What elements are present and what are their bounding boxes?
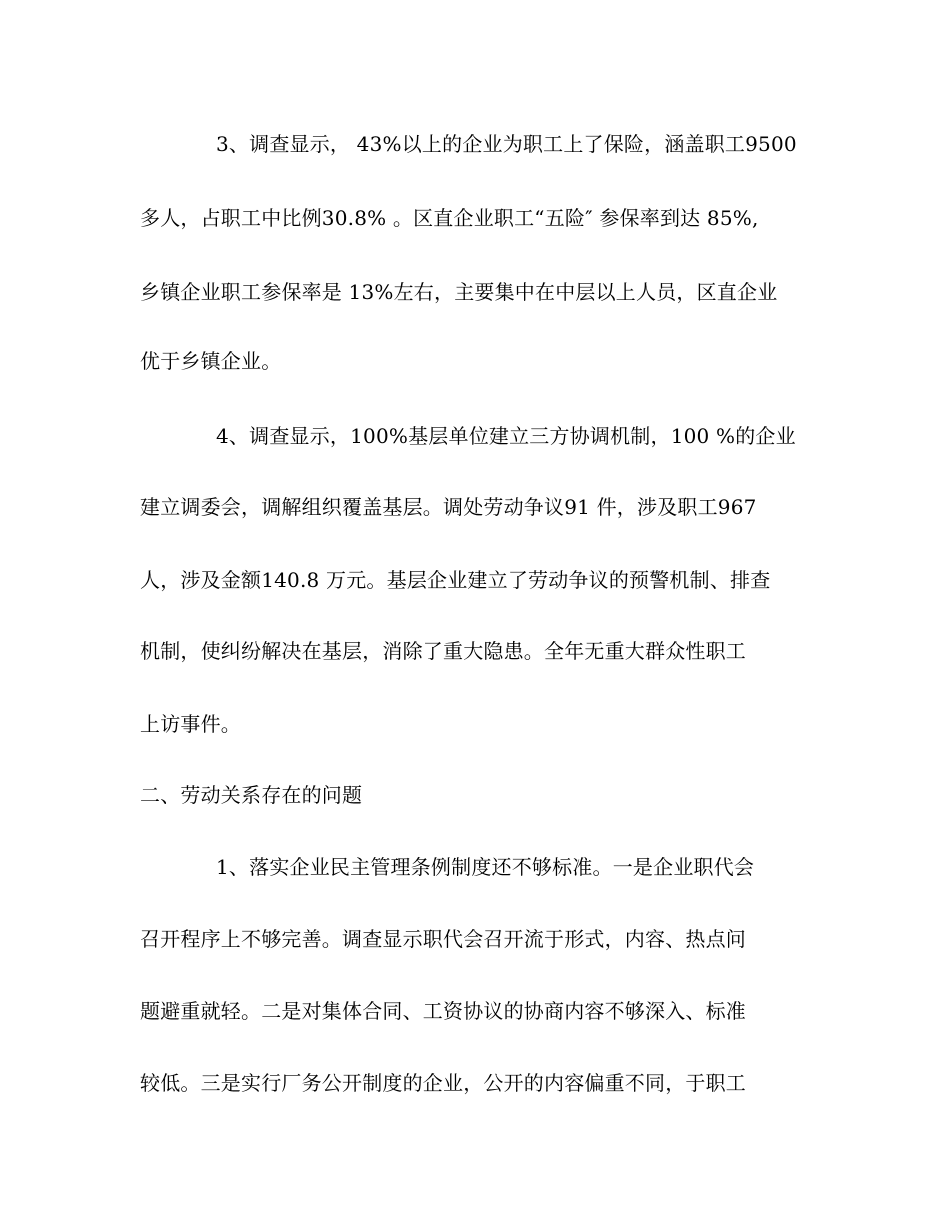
paragraph-problem-1-line-3: 题避重就轻。二是对集体合同、工资协议的协商内容不够深入、标准: [140, 999, 746, 1023]
paragraph-4-line-1: 4、调查显示，100%基层单位建立三方协调机制，100 %的企业: [216, 424, 796, 448]
paragraph-problem-1-line-1: 1、落实企业民主管理条例制度还不够标准。一是企业职代会: [216, 855, 755, 879]
paragraph-4-line-4: 机制，使纠纷解决在基层，消除了重大隐患。全年无重大群众性职工: [140, 639, 746, 663]
paragraph-3-line-2: 多人，占职工中比例30.8% 。区直企业职工“五险″ 参保率到达 85%,: [140, 206, 759, 230]
paragraph-problem-1-line-2: 召开程序上不够完善。调查显示职代会召开流于形式，内容、热点问: [140, 927, 746, 951]
paragraph-4-line-2: 建立调委会，调解组织覆盖基层。调处劳动争议91 件，涉及职工967: [140, 495, 757, 519]
section-heading: 二、劳动关系存在的问题: [140, 783, 363, 807]
paragraph-problem-1-line-4: 较低。三是实行厂务公开制度的企业，公开的内容偏重不同，于职工: [140, 1071, 746, 1095]
paragraph-3-line-4: 优于乡镇企业。: [140, 349, 282, 373]
paragraph-3-line-3: 乡镇企业职工参保率是 13%左右，主要集中在中层以上人员，区直企业: [140, 280, 778, 304]
paragraph-3-line-1: 3、调查显示， 43%以上的企业为职工上了保险，涵盖职工9500: [216, 132, 797, 156]
paragraph-4-line-3: 人，涉及金额140.8 万元。基层企业建立了劳动争议的预警机制、排查: [140, 568, 771, 592]
paragraph-4-line-5: 上访事件。: [140, 712, 241, 736]
